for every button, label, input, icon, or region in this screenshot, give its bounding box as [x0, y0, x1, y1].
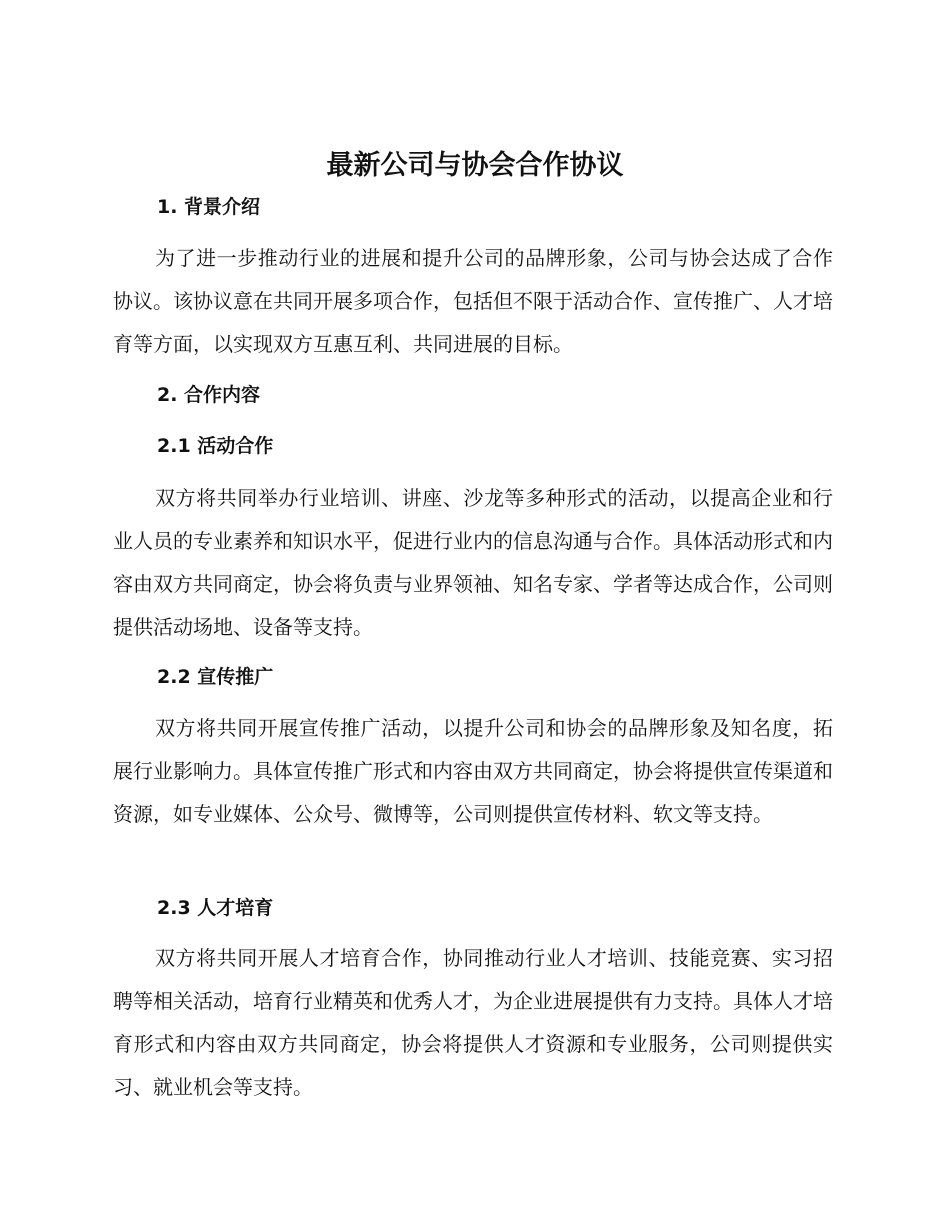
- section-paragraph-activity-cooperation: 双方将共同举办行业培训、讲座、沙龙等多种形式的活动，以提高企业和行业人员的专业素养和知识水平，促进行业内的信息沟通与合作。具体活动形式和内容由双方共同商定，协会将负责与业界领袖、知名专家、学者等达成合作，公司则提供活动场地、设备等支持。: [113, 486, 833, 639]
- section-heading-promotion: 2.2 宣传推广: [157, 666, 274, 688]
- section-heading-activity-cooperation: 2.1 活动合作: [157, 435, 274, 457]
- section-paragraph-promotion: 双方将共同开展宣传推广活动，以提升公司和协会的品牌形象及知名度，拓展行业影响力。具体宣传推广形式和内容由双方共同商定，协会将提供宣传渠道和资源，如专业媒体、公众号、微博等，公司则提供宣传材料、软文等支持。: [113, 716, 833, 826]
- section-heading-cooperation-content: 2. 合作内容: [157, 384, 261, 406]
- document-title: 最新公司与协会合作协议: [326, 150, 624, 181]
- section-paragraph-background: 为了进一步推动行业的进展和提升公司的品牌形象，公司与协会达成了合作协议。该协议意在共同开展多项合作，包括但不限于活动合作、宣传推广、人才培育等方面，以实现双方互惠互利、共同进展的目标。: [113, 246, 833, 356]
- section-heading-talent-development: 2.3 人才培育: [157, 897, 274, 919]
- section-heading-background: 1. 背景介绍: [157, 196, 261, 218]
- section-paragraph-talent-development: 双方将共同开展人才培育合作，协同推动行业人才培训、技能竞赛、实习招聘等相关活动，培育行业精英和优秀人才，为企业进展提供有力支持。具体人才培育形式和内容由双方共同商定，协会将提供人才资源和专业服务，公司则提供实习、就业机会等支持。: [113, 946, 833, 1099]
